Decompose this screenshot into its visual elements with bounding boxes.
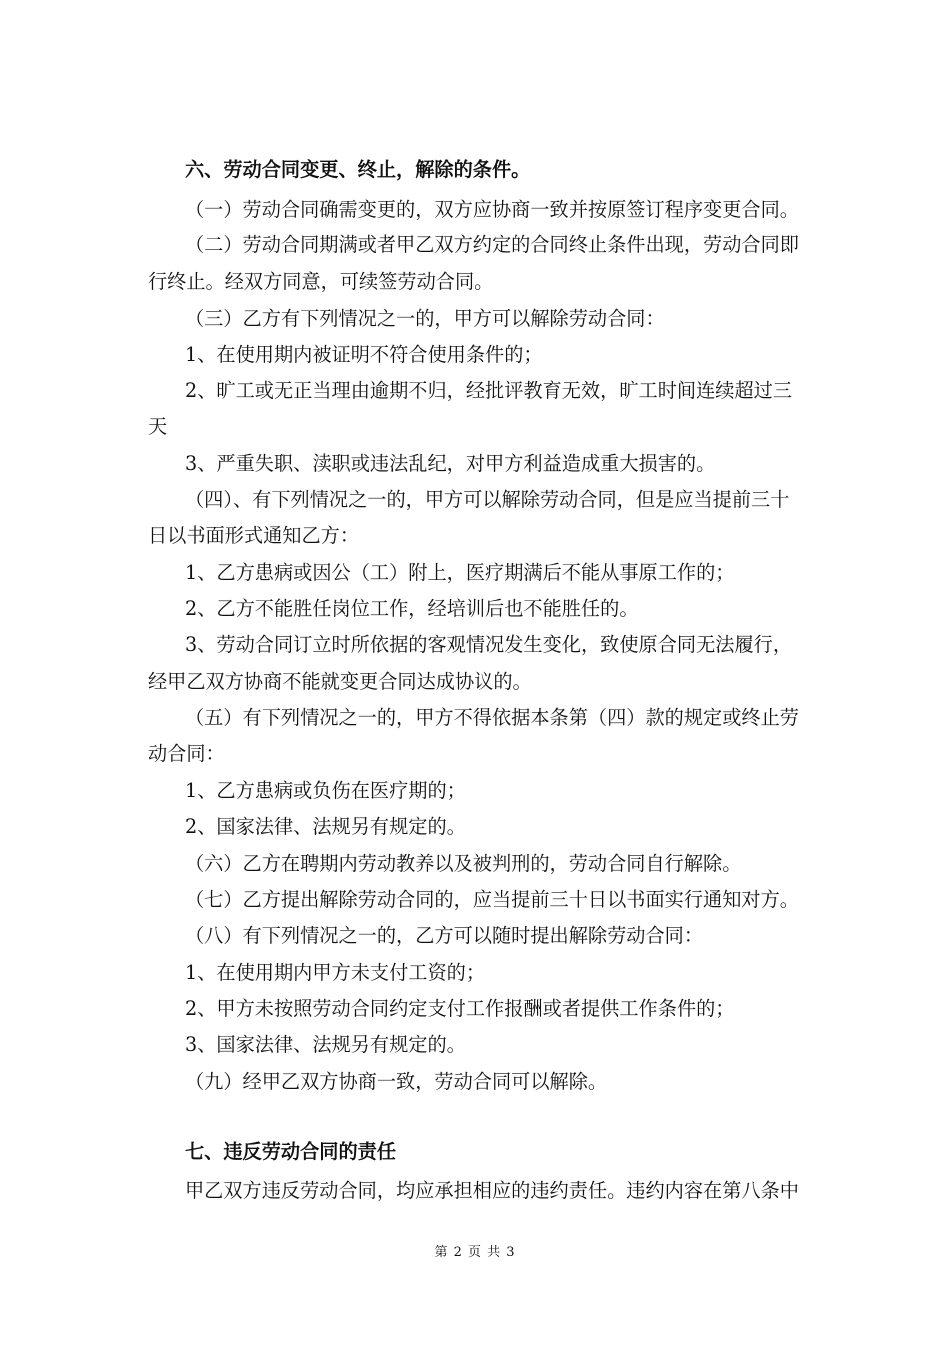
- clause-line: 动合同：: [148, 742, 225, 765]
- clause-line: 行终止。经双方同意，可续签劳动合同。: [148, 270, 494, 293]
- clause-line: （一）劳动合同确需变更的，双方应协商一致并按原签订程序变更合同。: [185, 198, 799, 221]
- clause-line: 1、在使用期内甲方未支付工资的；: [185, 961, 486, 984]
- clause-line: 2、乙方不能胜任岗位工作，经培训后也不能胜任的。: [185, 597, 639, 620]
- clause-line: 1、乙方患病或负伤在医疗期的；: [185, 779, 466, 802]
- page-number: 第 2 页 共 3: [434, 1245, 516, 1260]
- clause-line: 甲乙双方违反劳动合同，均应承担相应的违约责任。违约内容在第八条中: [185, 1179, 799, 1202]
- clause-line: 2、国家法律、法规另有规定的。: [185, 815, 466, 838]
- clause-line: 1、乙方患病或因公（工）附上，医疗期满后不能从事原工作的；: [185, 561, 735, 584]
- clause-line: 经甲乙双方协商不能就变更合同达成协议的。: [148, 670, 532, 693]
- section-7-heading: 七、违反劳动合同的责任: [185, 1140, 397, 1163]
- clause-line: 日以书面形式通知乙方：: [148, 524, 360, 547]
- clause-line: （三）乙方有下列情况之一的，甲方可以解除劳动合同：: [185, 307, 665, 330]
- clause-line: （七）乙方提出解除劳动合同的，应当提前三十日以书面实行通知对方。: [185, 888, 799, 911]
- clause-line: 天: [148, 415, 168, 438]
- clause-line: 2、旷工或无正当理由逾期不归，经批评教育无效，旷工时间连续超过三: [185, 379, 793, 402]
- clause-line: 1、在使用期内被证明不符合使用条件的；: [185, 343, 543, 366]
- clause-line: （二）劳动合同期满或者甲乙双方约定的合同终止条件出现，劳动合同即: [185, 233, 799, 256]
- section-6-heading: 六、劳动合同变更、终止，解除的条件。: [185, 158, 531, 181]
- clause-line: 3、劳动合同订立时所依据的客观情况发生变化，致使原合同无法履行，: [185, 633, 793, 656]
- clause-line: （九）经甲乙双方协商一致，劳动合同可以解除。: [185, 1070, 608, 1093]
- clause-line: （四）、有下列情况之一的，甲方可以解除劳动合同，但是应当提前三十: [185, 488, 790, 511]
- clause-line: （六）乙方在聘期内劳动教养以及被判刑的，劳动合同自行解除。: [185, 852, 742, 875]
- clause-line: 3、严重失职、渎职或违法乱纪，对甲方利益造成重大损害的。: [185, 452, 716, 475]
- clause-line: 3、国家法律、法规另有规定的。: [185, 1033, 466, 1056]
- clause-line: （五）有下列情况之一的，甲方不得依据本条第（四）款的规定或终止劳: [185, 706, 799, 729]
- clause-line: （八）有下列情况之一的，乙方可以随时提出解除劳动合同：: [185, 924, 704, 947]
- clause-line: 2、甲方未按照劳动合同约定支付工作报酬或者提供工作条件的；: [185, 997, 735, 1020]
